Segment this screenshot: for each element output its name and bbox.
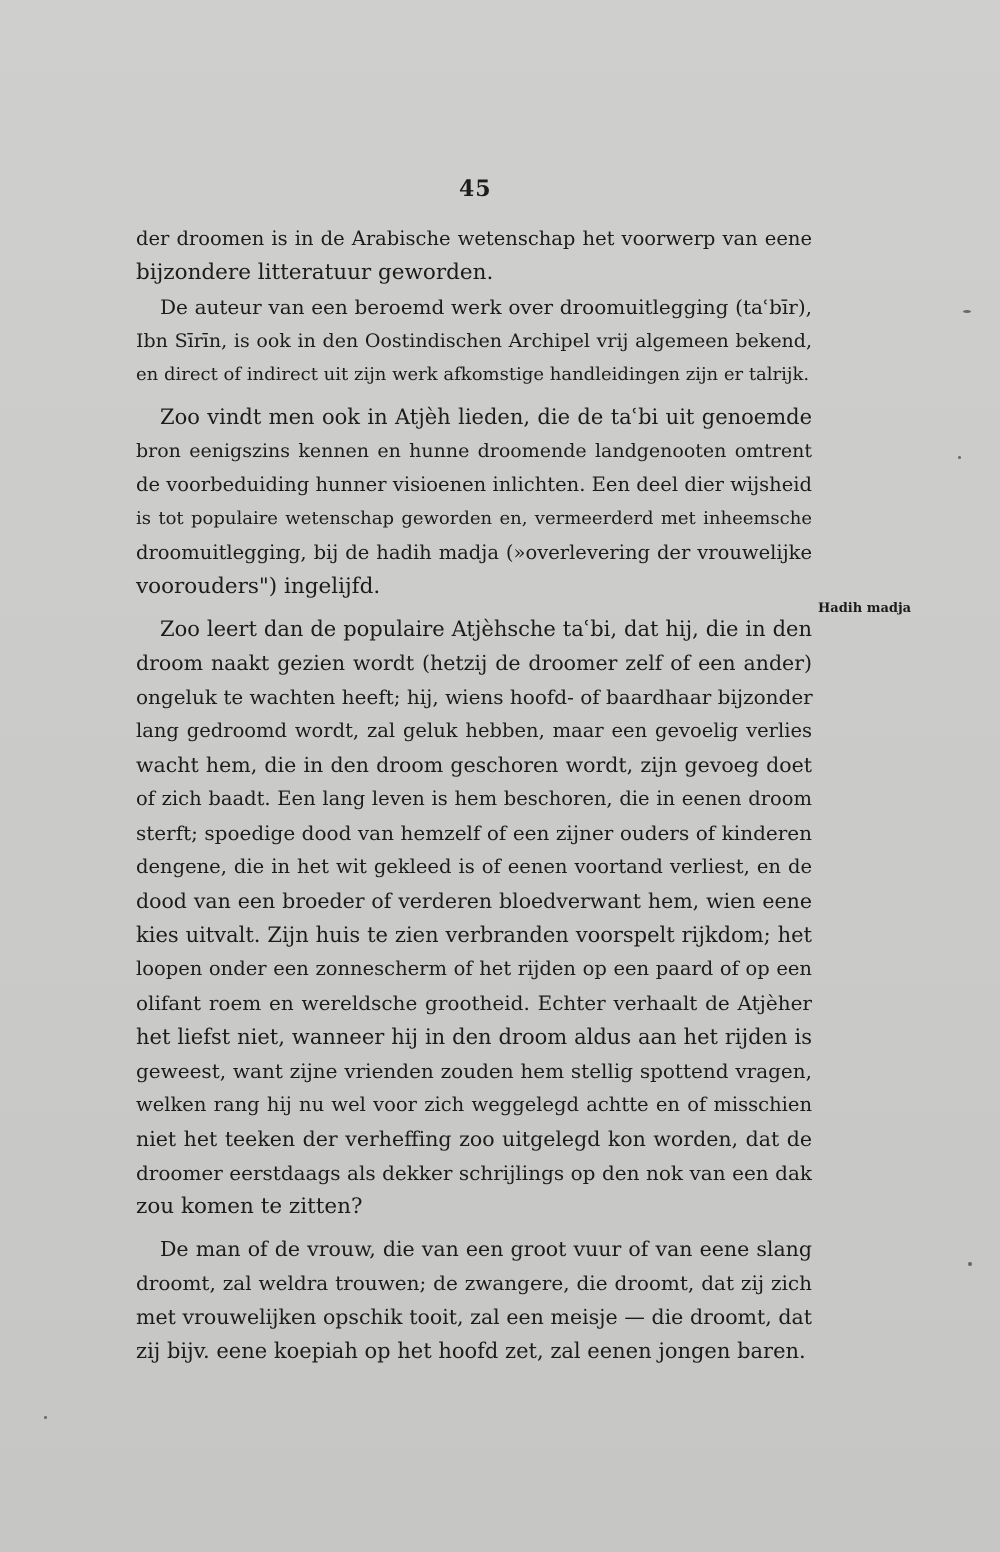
- paragraph: [136, 612, 812, 1224]
- text-line: zou komen te zitten?: [136, 1194, 363, 1219]
- paragraph: [136, 1232, 812, 1368]
- text-line: De man of de vrouw, die van een groot vuur of van eene slang: [160, 1237, 812, 1261]
- text-line: dengene, die in het wit gekleed is of eenen voortand verliest, en de: [136, 855, 812, 878]
- text-line: Zoo vindt men ook in Atjèh lieden, die de taʿbi uit genoemde: [160, 405, 812, 429]
- text-line: droomt, zal weldra trouwen; de zwangere, die droomt, dat zij zich: [136, 1271, 812, 1295]
- text-line: wacht hem, die in den droom geschoren wordt, zijn gevoeg doet: [136, 753, 812, 777]
- paper-speck: [963, 310, 971, 313]
- paper-speck: [44, 1416, 47, 1419]
- text-line: de voorbeduiding hunner visioenen inlichten. Een deel dier wijsheid: [136, 473, 812, 496]
- text-line: Zoo leert dan de populaire Atjèhsche taʿbi, dat hij, die in den: [160, 617, 812, 641]
- paper-speck: [958, 456, 961, 459]
- text-line: Ibn Sīrīn, is ook in den Oostindischen Archipel vrij algemeen bekend,: [136, 330, 812, 352]
- text-line: droomuitlegging, bij de hadih madja (»overlevering der vrouwelijke: [136, 541, 812, 564]
- text-line: De auteur van een beroemd werk over droomuitlegging (taʿbīr),: [160, 295, 812, 319]
- text-line: kies uitvalt. Zijn huis te zien verbranden voorspelt rijkdom; het: [136, 923, 812, 947]
- text-line: niet het teeken der verheffing zoo uitgelegd kon worden, dat de: [136, 1127, 812, 1151]
- text-line: lang gedroomd wordt, zal geluk hebben, maar een gevoelig verlies: [136, 719, 812, 742]
- text-line: olifant roem en wereldsche grootheid. Echter verhaalt de Atjèher: [136, 991, 812, 1015]
- text-line: der droomen is in de Arabische wetenschap het voorwerp van eene: [136, 227, 812, 250]
- text-line: bijzondere litteratuur geworden.: [136, 260, 494, 285]
- page-number: 45: [459, 176, 492, 202]
- body-text: [136, 222, 812, 1368]
- text-line: geweest, want zijne vrienden zouden hem stellig spottend vragen,: [136, 1059, 812, 1083]
- paragraph: [136, 400, 812, 604]
- text-line: bron eenigszins kennen en hunne droomende landgenooten omtrent: [136, 440, 812, 462]
- text-line: sterft; spoedige dood van hemzelf of een zijner ouders of kinderen: [136, 821, 812, 845]
- text-line: voorouders") ingelijfd.: [136, 574, 381, 599]
- text-line: dood van een broeder of verderen bloedverwant hem, wien eene: [136, 889, 812, 913]
- paragraph-gap: [136, 1224, 812, 1232]
- text-line: welken rang hij nu wel voor zich weggelegd achtte en of misschien: [136, 1093, 812, 1116]
- text-line: droomer eerstdaags als dekker schrijlings op den nok van een dak: [136, 1161, 812, 1185]
- text-line: het liefst niet, wanneer hij in den droom aldus aan het rijden is: [136, 1025, 812, 1049]
- text-line: droom naakt gezien wordt (hetzij de droomer zelf of een ander): [136, 651, 812, 675]
- paragraph: [136, 222, 812, 290]
- text-line: en direct of indirect uit zijn werk afkomstige handleidingen zijn er talrijk.: [136, 364, 810, 385]
- text-line: of zich baadt. Een lang leven is hem beschoren, die in eenen droom: [136, 787, 812, 810]
- text-line: zij bijv. eene koepiah op het hoofd zet, zal eenen jongen baren.: [136, 1339, 806, 1363]
- paragraph-gap: [136, 604, 812, 612]
- text-line: met vrouwelijken opschik tooit, zal een meisje — die droomt, dat: [136, 1305, 812, 1329]
- text-line: ongeluk te wachten heeft; hij, wiens hoofd- of baardhaar bijzonder: [136, 685, 813, 709]
- paragraph: [136, 290, 812, 392]
- margin-note: Hadih madja: [818, 601, 912, 616]
- paragraph-gap: [136, 392, 812, 400]
- paper-speck: [968, 1262, 972, 1266]
- text-line: is tot populaire wetenschap geworden en, vermeerderd met inheemsche: [136, 508, 812, 529]
- text-line: loopen onder een zonnescherm of het rijden op een paard of op een: [136, 957, 812, 980]
